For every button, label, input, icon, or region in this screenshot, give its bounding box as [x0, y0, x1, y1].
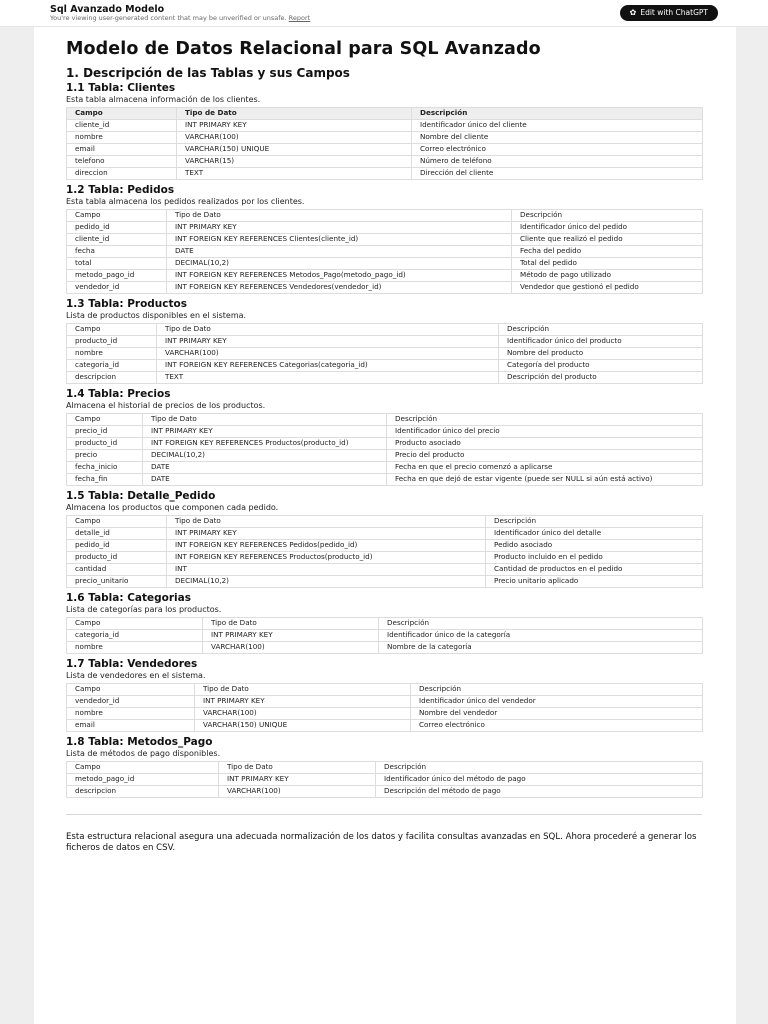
table-row: [67, 222, 703, 234]
table-cell: Correo electrónico: [412, 144, 703, 156]
table-row: [67, 360, 703, 372]
table-cell: DECIMAL(10,2): [143, 450, 387, 462]
table-row: [67, 696, 703, 708]
table-cell: Identificador único del cliente: [412, 120, 703, 132]
table-cell: TEXT: [177, 168, 412, 180]
table-cell: INT FOREIGN KEY REFERENCES Metodos_Pago(metodo_pago_id): [167, 270, 512, 282]
column-header-descripcion: Descripción: [486, 516, 703, 528]
table-cell: nombre: [67, 132, 177, 144]
column-header-descripcion: Descripción: [412, 108, 703, 120]
table-heading: 1.8 Tabla: Metodos_Pago: [66, 736, 213, 748]
table-cell: nombre: [67, 708, 195, 720]
table-cell: cantidad: [67, 564, 167, 576]
table-row: [67, 474, 703, 486]
data-table: [66, 617, 703, 654]
table-row: [67, 708, 703, 720]
table-cell: INT PRIMARY KEY: [177, 120, 412, 132]
table-cell: cliente_id: [67, 120, 177, 132]
table-heading: 1.5 Tabla: Detalle_Pedido: [66, 490, 216, 502]
table-cell: pedido_id: [67, 222, 167, 234]
document-content: [66, 41, 702, 854]
page-title: Sql Avanzado Modelo: [50, 4, 165, 15]
table-cell: precio_id: [67, 426, 143, 438]
table-cell: INT FOREIGN KEY REFERENCES Productos(producto_id): [167, 552, 486, 564]
divider: [66, 814, 702, 815]
table-row: [67, 270, 703, 282]
table-description: Lista de productos disponibles en el sistema.: [66, 311, 247, 320]
table-row: [67, 348, 703, 360]
table-row: [67, 426, 703, 438]
data-table: [66, 209, 703, 294]
column-header-campo: Campo: [67, 108, 177, 120]
table-cell: TEXT: [157, 372, 499, 384]
table-description: Lista de métodos de pago disponibles.: [66, 749, 221, 758]
data-table: [66, 413, 703, 486]
table-description: Almacena el historial de precios de los productos.: [66, 401, 266, 410]
table-cell: INT PRIMARY KEY: [157, 336, 499, 348]
table-description: Esta tabla almacena información de los clientes.: [66, 95, 261, 104]
table-row: [67, 156, 703, 168]
table-cell: fecha_inicio: [67, 462, 143, 474]
column-header-campo: Campo: [67, 324, 157, 336]
table-cell: Nombre de la categoría: [379, 642, 703, 654]
table-cell: Descripción del producto: [499, 372, 703, 384]
table-cell: producto_id: [67, 336, 157, 348]
table-row: [67, 282, 703, 294]
table-cell: VARCHAR(100): [157, 348, 499, 360]
table-cell: email: [67, 144, 177, 156]
table-cell: INT: [167, 564, 486, 576]
table-cell: INT PRIMARY KEY: [203, 630, 379, 642]
table-row: [67, 786, 703, 798]
table-cell: Precio unitario aplicado: [486, 576, 703, 588]
table-cell: INT FOREIGN KEY REFERENCES Clientes(cliente_id): [167, 234, 512, 246]
table-cell: Dirección del cliente: [412, 168, 703, 180]
table-row: [67, 450, 703, 462]
table-cell: categoria_id: [67, 630, 203, 642]
column-header-campo: Campo: [67, 684, 195, 696]
table-description: Lista de vendedores en el sistema.: [66, 671, 206, 680]
table-cell: VARCHAR(100): [177, 132, 412, 144]
column-header-campo: Campo: [67, 210, 167, 222]
table-heading: 1.1 Tabla: Clientes: [66, 82, 176, 94]
table-header-row: [67, 210, 703, 222]
edit-with-chatgpt-button[interactable]: [620, 5, 718, 21]
data-table: [66, 323, 703, 384]
table-row: [67, 630, 703, 642]
table-row: [67, 540, 703, 552]
table-header-row: [67, 324, 703, 336]
column-header-descripcion: Descripción: [512, 210, 703, 222]
table-heading: 1.4 Tabla: Precios: [66, 388, 171, 400]
table-row: [67, 774, 703, 786]
document-page: [34, 27, 736, 1024]
table-cell: nombre: [67, 348, 157, 360]
table-cell: Método de pago utilizado: [512, 270, 703, 282]
table-cell: INT FOREIGN KEY REFERENCES Pedidos(pedido_id): [167, 540, 486, 552]
table-cell: precio: [67, 450, 143, 462]
table-cell: VARCHAR(100): [203, 642, 379, 654]
table-row: [67, 552, 703, 564]
table-cell: INT FOREIGN KEY REFERENCES Productos(producto_id): [143, 438, 387, 450]
table-header-row: [67, 684, 703, 696]
table-row: [67, 144, 703, 156]
table-cell: vendedor_id: [67, 696, 195, 708]
table-cell: Vendedor que gestionó el pedido: [512, 282, 703, 294]
table-cell: VARCHAR(100): [195, 708, 411, 720]
warning-text: [50, 14, 310, 22]
table-cell: producto_id: [67, 552, 167, 564]
table-row: [67, 438, 703, 450]
data-table: [66, 515, 703, 588]
table-cell: DECIMAL(10,2): [167, 576, 486, 588]
tables-container: [66, 82, 702, 798]
table-row: [67, 336, 703, 348]
column-header-descripcion: Descripción: [499, 324, 703, 336]
data-table: [66, 761, 703, 798]
table-cell: total: [67, 258, 167, 270]
table-row: [67, 168, 703, 180]
table-cell: INT PRIMARY KEY: [167, 222, 512, 234]
table-header-row: [67, 516, 703, 528]
table-cell: Identificador único del pedido: [512, 222, 703, 234]
table-cell: Fecha en que el precio comenzó a aplicarse: [387, 462, 703, 474]
table-cell: Nombre del producto: [499, 348, 703, 360]
data-table: [66, 107, 703, 180]
table-row: [67, 234, 703, 246]
table-row: [67, 462, 703, 474]
table-cell: DATE: [143, 462, 387, 474]
table-cell: fecha_fin: [67, 474, 143, 486]
data-table: [66, 683, 703, 732]
table-cell: cliente_id: [67, 234, 167, 246]
table-cell: VARCHAR(150) UNIQUE: [177, 144, 412, 156]
table-cell: Identificador único del precio: [387, 426, 703, 438]
table-cell: Cliente que realizó el pedido: [512, 234, 703, 246]
table-cell: Producto asociado: [387, 438, 703, 450]
table-cell: Número de teléfono: [412, 156, 703, 168]
table-cell: descripcion: [67, 786, 219, 798]
table-header-row: [67, 762, 703, 774]
table-cell: vendedor_id: [67, 282, 167, 294]
table-cell: direccion: [67, 168, 177, 180]
column-header-descripcion: Descripción: [379, 618, 703, 630]
table-row: [67, 642, 703, 654]
table-heading: 1.2 Tabla: Pedidos: [66, 184, 175, 196]
table-description: Esta tabla almacena los pedidos realizados por los clientes.: [66, 197, 305, 206]
column-header-tipo: Tipo de Dato: [157, 324, 499, 336]
table-cell: Nombre del cliente: [412, 132, 703, 144]
table-row: [67, 576, 703, 588]
table-cell: INT PRIMARY KEY: [167, 528, 486, 540]
table-cell: INT FOREIGN KEY REFERENCES Vendedores(vendedor_id): [167, 282, 512, 294]
column-header-campo: Campo: [67, 618, 203, 630]
table-row: [67, 246, 703, 258]
table-cell: DATE: [143, 474, 387, 486]
table-cell: Fecha del pedido: [512, 246, 703, 258]
table-header-row: [67, 414, 703, 426]
column-header-campo: Campo: [67, 414, 143, 426]
column-header-descripcion: Descripción: [387, 414, 703, 426]
table-row: [67, 372, 703, 384]
table-cell: Identificador único del producto: [499, 336, 703, 348]
table-cell: telefono: [67, 156, 177, 168]
column-header-tipo: Tipo de Dato: [219, 762, 376, 774]
table-description: Almacena los productos que componen cada pedido.: [66, 503, 279, 512]
table-cell: precio_unitario: [67, 576, 167, 588]
column-header-descripcion: Descripción: [376, 762, 703, 774]
table-cell: Nombre del vendedor: [411, 708, 703, 720]
table-cell: Identificador único del método de pago: [376, 774, 703, 786]
column-header-tipo: Tipo de Dato: [143, 414, 387, 426]
table-cell: Total del pedido: [512, 258, 703, 270]
table-heading: 1.7 Tabla: Vendedores: [66, 658, 198, 670]
column-header-tipo: Tipo de Dato: [167, 210, 512, 222]
table-cell: VARCHAR(15): [177, 156, 412, 168]
column-header-tipo: Tipo de Dato: [167, 516, 486, 528]
table-cell: INT PRIMARY KEY: [195, 696, 411, 708]
column-header-tipo: Tipo de Dato: [203, 618, 379, 630]
table-cell: Fecha en que dejó de estar vigente (puede ser NULL si aún está activo): [387, 474, 703, 486]
section-heading: 1. Descripción de las Tablas y sus Campos: [66, 66, 350, 80]
table-cell: Precio del producto: [387, 450, 703, 462]
edit-button-label: Edit with ChatGPT: [640, 8, 708, 17]
table-cell: VARCHAR(100): [219, 786, 376, 798]
table-cell: DATE: [167, 246, 512, 258]
table-cell: metodo_pago_id: [67, 270, 167, 282]
table-row: [67, 258, 703, 270]
column-header-tipo: Tipo de Dato: [177, 108, 412, 120]
table-cell: metodo_pago_id: [67, 774, 219, 786]
column-header-tipo: Tipo de Dato: [195, 684, 411, 696]
table-cell: Categoría del producto: [499, 360, 703, 372]
table-cell: fecha: [67, 246, 167, 258]
document-title: Modelo de Datos Relacional para SQL Avanzado: [66, 39, 541, 59]
table-heading: 1.3 Tabla: Productos: [66, 298, 187, 310]
column-header-campo: Campo: [67, 516, 167, 528]
table-cell: detalle_id: [67, 528, 167, 540]
table-cell: INT FOREIGN KEY REFERENCES Categorias(categoria_id): [157, 360, 499, 372]
chatgpt-logo-icon: ✿: [629, 8, 637, 17]
table-cell: nombre: [67, 642, 203, 654]
report-link[interactable]: Report: [288, 14, 311, 22]
top-bar: [0, 0, 768, 27]
table-cell: Producto incluido en el pedido: [486, 552, 703, 564]
table-cell: Cantidad de productos en el pedido: [486, 564, 703, 576]
table-cell: INT PRIMARY KEY: [143, 426, 387, 438]
table-row: [67, 120, 703, 132]
table-header-row: [67, 108, 703, 120]
table-description: Lista de categorías para los productos.: [66, 605, 222, 614]
table-cell: Identificador único de la categoría: [379, 630, 703, 642]
table-cell: Identificador único del detalle: [486, 528, 703, 540]
table-cell: Descripción del método de pago: [376, 786, 703, 798]
table-row: [67, 720, 703, 732]
footer-paragraph: Esta estructura relacional asegura una adecuada normalización de los datos y facilita consultas avanzadas en SQL. Ahora procederé a generar los ficheros de datos en CSV.: [66, 832, 697, 853]
table-cell: descripcion: [67, 372, 157, 384]
table-row: [67, 564, 703, 576]
table-cell: Pedido asociado: [486, 540, 703, 552]
table-row: [67, 528, 703, 540]
table-heading: 1.6 Tabla: Categorias: [66, 592, 191, 604]
table-cell: producto_id: [67, 438, 143, 450]
column-header-descripcion: Descripción: [411, 684, 703, 696]
column-header-campo: Campo: [67, 762, 219, 774]
table-cell: DECIMAL(10,2): [167, 258, 512, 270]
table-cell: Correo electrónico: [411, 720, 703, 732]
table-header-row: [67, 618, 703, 630]
table-cell: INT PRIMARY KEY: [219, 774, 376, 786]
table-cell: categoria_id: [67, 360, 157, 372]
table-cell: Identificador único del vendedor: [411, 696, 703, 708]
table-row: [67, 132, 703, 144]
table-cell: email: [67, 720, 195, 732]
table-cell: pedido_id: [67, 540, 167, 552]
warning-message: You're viewing user-generated content that may be unverified or unsafe.: [50, 14, 287, 22]
table-cell: VARCHAR(150) UNIQUE: [195, 720, 411, 732]
